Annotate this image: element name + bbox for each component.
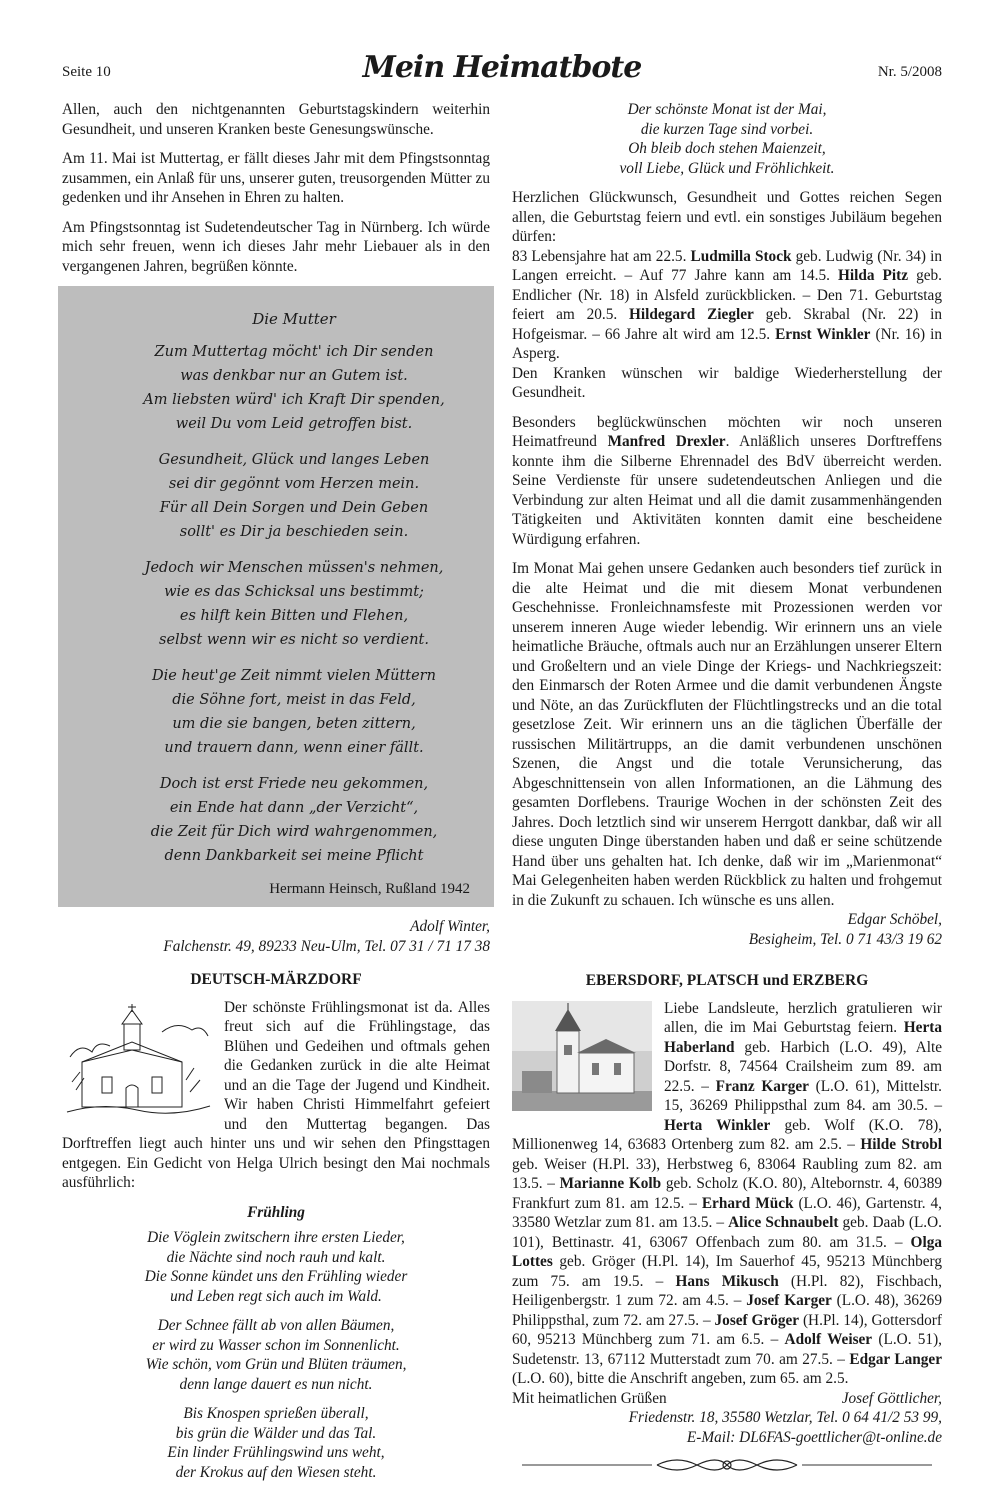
text: geb. Weiser (H.Pl. 33), Herbstweg 6, 83064 Raubling zum 82. am 13.5. – <box>512 1155 942 1192</box>
poem-line: Wie schön, vom Grün und Blüten träumen, <box>145 1356 407 1373</box>
paragraph: Allen, auch den nichtgenannten Geburtstagskindern weiterhin Gesundheit, und unseren Kranken beste Genesungswünsche. <box>62 101 490 138</box>
poem-line: die Söhne fort, meist in das Feld, <box>172 691 416 708</box>
poem-line: selbst wenn wir es nicht so verdient. <box>159 631 429 648</box>
paragraph: Im Monat Mai gehen unsere Gedanken auch besonders tief zurück in die alte Heimat und die mit diesem Monat verbundenen Geschehnisse. Fronleichnamsfeste mit Prozessionen werden vor unserem inneren Auge wieder lebendig. Wir erinnern uns an viele heimatliche Bräuche, oftmals auch nur an Erzählungen unserer Eltern und Großeltern und an viele Dinge der Kriegs- und Nachkriegszeit: den Einmarsch der Roten Armee und die damit verbundenen Ängste und Nöte, an das Zurückfluten der Flüchtlingstrecks und an die total gesetzlose Zeit. Wir erinnern uns an die täglichen Überfälle der russischen Militärtrupps, an die damit verbundenen unschönen Szenen, die Angst und die totale Verunsicherung, das Abgeschnittensein von allen Informationen, an die Lähmung des gesamten Dorflebens. Traurige Wochen in der schönsten Zeit des Jahres. Doch letztlich sind wir unserem Herrgott dankbar, daß wir all diese unguten Dinge überstanden haben und daß er seine schützende Hand über uns gehalten hat. Ich denke, daß wir im „Marienmonat“ Mai Gelegenheiten haben werden Rückblick zu halten und frohgemut in die Zukunft zu schauen. Ich wünsche es uns allen. <box>512 560 942 909</box>
verse-line: Der schönste Monat ist der Mai, <box>627 101 827 118</box>
signature-address: Falchenstr. 49, 89233 Neu-Ulm, Tel. 07 31 / 71 17 38 <box>163 937 490 955</box>
poem-line: Doch ist erst Friede neu gekommen, <box>159 775 429 792</box>
poem-line: um die sie bangen, beten zittern, <box>172 715 416 732</box>
text: (L.O. 48), 36269 Philippsthal, zum 72. am 27.5. – <box>512 1292 942 1329</box>
signature-name: Josef Göttlicher, <box>841 1389 942 1407</box>
signature-name: Adolf Winter, <box>410 918 490 935</box>
text: geb. Endlicher (Nr. 18) in Alsfeld zurückblicken. – Den 71. Geburtstag feiert am 20.5. <box>512 267 942 323</box>
text: (L.O. 46), Gartenstr. 4, 33580 Wetzlar zum 81. am 13.5. – <box>512 1194 943 1231</box>
person-name: Franz Karger <box>715 1077 809 1095</box>
text: (L.O. 60), bitte die Anschrift angeben, zum 65. am 2.5. <box>512 1370 849 1387</box>
text: (Nr. 16) in Asperg. <box>512 325 942 362</box>
poem-title: Die Mutter <box>252 310 336 328</box>
text: Liebe Landsleute, herzlich gratulieren wir allen, die im Mai Geburtstag feiern. <box>664 999 942 1036</box>
paragraph: Den Kranken wünschen wir baldige Wiederherstellung der Gesundheit. <box>512 364 942 401</box>
poem-stanza <box>118 772 470 868</box>
person-name: Adolf Weiser <box>784 1331 873 1348</box>
poem-line: denn Dankbarkeit sei meine Pflicht <box>164 847 424 864</box>
poem-line: weil Du vom Leid getroffen bist. <box>175 415 413 432</box>
poem-line: und Leben regt sich auch im Wald. <box>170 1287 382 1305</box>
poem-line: Für all Dein Sorgen und Dein Geben <box>159 499 429 516</box>
poem-box <box>58 286 494 907</box>
poem-stanza <box>118 448 470 544</box>
person-name: Manfred Drexler <box>607 433 726 450</box>
person-name: Hilda Pitz <box>837 267 909 284</box>
paragraph: Am Pfingstsonntag ist Sudetendeutscher Tag in Nürnberg. Ich würde mich sehr freuen, wenn ich dieses Jahr mehr Liebauer als in den vergangenen Jahren, begrüßen könnte. <box>62 218 490 275</box>
poem-line: bis grün die Wälder und das Tal. <box>175 1424 377 1442</box>
poem-line: wie es das Schicksal uns bestimmt; <box>164 583 424 600</box>
closing-text: Mit heimatlichen Grüßen <box>512 1389 667 1407</box>
poem-line: der Krokus auf den Wiesen steht. <box>175 1463 377 1481</box>
poem-stanza <box>62 1228 490 1306</box>
text: (H.Pl. 82), Fischbach, Heiligenbergstr. 1 zum 72. am 4.5. – <box>512 1272 942 1309</box>
verse-line: die kurzen Tage sind vorbei. <box>640 120 814 138</box>
section-title: DEUTSCH-MÄRZDORF <box>190 971 362 988</box>
text: (H.Pl. 14), Gottersdorf 60, 95213 Münchberg zum 71. am 6.5. – <box>512 1311 942 1348</box>
left-column <box>62 100 490 1492</box>
text: geb. Daab (L.O. 101), Bettinastr. 41, 63067 Offenbach zum 80. am 31.5. – <box>512 1214 942 1251</box>
poem-title: Frühling <box>247 1203 305 1221</box>
signature-address: Besigheim, Tel. 0 71 43/3 19 62 <box>748 930 942 948</box>
text: . Anläßlich unseres Dorftreffens konnte ihm die Silberne Ehrennadel des BdV überreicht werden. Seine Verdienste für unsere sudetendeutschen Anliegen und die Verbindung zur alten Heimat und all die damit zusammenhängenden Tätigkeiten und Aktivitäten konnten damit eine bescheidene Würdigung erfahren. <box>512 433 942 548</box>
page-number: Seite 10 <box>62 64 111 80</box>
text: 83 Lebensjahre hat am 22.5. <box>512 247 691 265</box>
chapel-drawing <box>62 1002 212 1128</box>
person-name: Herta Haberland <box>664 1019 942 1056</box>
closing-row <box>512 1389 942 1409</box>
person-name: Ludmilla Stock <box>690 247 792 265</box>
ornament-divider <box>512 1453 942 1483</box>
poem-line: sollt' es Dir ja beschieden sein. <box>179 523 409 540</box>
person-name: Alice Schnaubelt <box>728 1214 839 1231</box>
poem-line: die Nächte sind noch rauh und kalt. <box>166 1248 386 1266</box>
text: Besonders beglückwünschen möchten wir noch unseren Heimatfreund <box>512 413 942 450</box>
poem-line: Die Sonne kündet uns den Frühling wieder <box>144 1268 408 1285</box>
church-photo <box>512 1001 652 1117</box>
signature-email: E-Mail: DL6FAS-goettlicher@t-online.de <box>686 1428 942 1446</box>
poem-line: sei dir gegönnt vom Herzen mein. <box>168 475 420 492</box>
poem-stanza <box>118 556 470 652</box>
paragraph <box>512 413 942 550</box>
poem-stanza <box>118 664 470 760</box>
paragraph: Der schönste Frühlingsmonat ist da. Alles freut sich auf die Frühlingstage, das Blühen und Gedeihen und oftmals gehen die Gedanken zurück in die alte Heimat und an die Tage der Jugend und Kindheit. Wir haben Christi Himmelfahrt gefeiert und den Muttertag begangen. Das Dorftreffen liegt auch hinter uns und wir sehen den Pfingsttagen entgegen. Ein Gedicht von Helga Ulrich besingt den Mai nochmals ausführlich: <box>62 998 490 1191</box>
poem-line: Jedoch wir Menschen müssen's nehmen, <box>144 559 444 576</box>
signature-address: Friedenstr. 18, 35580 Wetzlar, Tel. 0 64 41/2 53 99, <box>628 1409 942 1426</box>
text: geb. Ludwig (Nr. 34) in Langen erreicht. – Auf 77 Jahre kann am 14.5. <box>512 247 943 284</box>
person-name: Marianne Kolb <box>559 1175 662 1192</box>
poem-line: Die Vöglein zwitschern ihre ersten Lieder, <box>147 1229 405 1246</box>
person-name: Herta Winkler <box>664 1116 771 1134</box>
verse-line: voll Liebe, Glück und Fröhlichkeit. <box>619 159 835 177</box>
poem-line: Am liebsten würd' ich Kraft Dir spenden, <box>143 391 445 408</box>
person-name: Erhard Mück <box>701 1194 794 1212</box>
text: (L.O. 51), Sudetenstr. 13, 67112 Mutterstadt zum 70. am 27.5. – <box>512 1331 943 1368</box>
person-name: Hans Mikusch <box>675 1272 779 1290</box>
poem-line: Der Schnee fällt ab von allen Bäumen, <box>157 1317 395 1334</box>
masthead-title: Mein Heimatbote <box>362 50 642 85</box>
paragraph: Herzlichen Glückwunsch, Gesundheit und Gottes reichen Segen allen, die Geburtstag feiern und evtl. ein sonstiges Jubiläum begehen dürfen: <box>512 189 942 245</box>
person-name: Ernst Winkler <box>775 325 871 343</box>
poem-line: Ein linder Frühlingswind uns weht, <box>167 1444 385 1461</box>
poem-line: Die heut'ge Zeit nimmt vielen Müttern <box>152 667 436 684</box>
poem-author: Hermann Heinsch, Rußland 1942 <box>269 880 470 897</box>
poem-line: Zum Muttertag möcht' ich Dir senden <box>154 343 434 360</box>
text: geb. Wolf (K.O. 78), Millionenweg 14, 63683 Ortenberg zum 82. am 2.5. – <box>512 1116 943 1153</box>
poem-line: Gesundheit, Glück und langes Leben <box>158 451 430 468</box>
person-name: Olga Lottes <box>512 1233 942 1270</box>
poem-stanza <box>62 1404 490 1482</box>
poem-line: die Zeit für Dich wird wahrgenommen, <box>150 823 438 840</box>
text: geb. Skrabal (Nr. 22) in Hofgeismar. – 66 Jahre alt wird am 12.5. <box>512 306 942 343</box>
poem-line: Bis Knospen sprießen überall, <box>183 1405 369 1422</box>
page-header <box>62 50 942 86</box>
person-name: Josef Karger <box>746 1292 832 1309</box>
paragraph: Am 11. Mai ist Muttertag, er fällt dieses Jahr mit dem Pfingstsonntag zusammen, ein Anlaß für uns, unserer guten, treusorgenden Mütter zu gedenken und ihr Ansehen in Ehren zu halten. <box>62 150 490 206</box>
signature-name: Edgar Schöbel, <box>847 911 942 928</box>
issue-number: Nr. 5/2008 <box>877 64 942 80</box>
poem-line: es hilft kein Bitten und Flehen, <box>179 607 409 624</box>
verse-line: Oh bleib doch stehen Maienzeit, <box>628 140 826 157</box>
poem-line: was denkbar nur an Gutem ist. <box>180 367 408 384</box>
person-name: Hildegard Ziegler <box>628 306 754 323</box>
verse <box>512 100 942 178</box>
person-name: Josef Gröger <box>714 1311 800 1329</box>
poem-line: ein Ende hat dann „der Verzicht“, <box>169 799 419 816</box>
poem-line: denn lange dauert es nun nicht. <box>179 1375 373 1393</box>
right-column <box>512 100 942 1483</box>
poem-line: und trauern dann, wenn einer fällt. <box>164 739 424 756</box>
poem-stanza <box>118 340 470 436</box>
text: geb. Harbich (L.O. 49), Alte Dorfstr. 8, 74564 Crailsheim zum 89. am 22.5. – <box>664 1038 942 1095</box>
person-name: Hilde Strobl <box>860 1136 943 1153</box>
poem-stanza <box>62 1316 490 1394</box>
text: geb. Scholz (K.O. 80), Altebornstr. 4, 60389 Frankfurt zum 81. am 12.5. – <box>512 1175 942 1212</box>
text: geb. Gröger (H.Pl. 14), Im Sauerhof 45, 95213 Münchberg zum 75. am 19.5. – <box>512 1253 942 1290</box>
section-title: EBERSDORF, PLATSCH und ERZBERG <box>585 972 869 989</box>
text: (L.O. 61), Mittelstr. 15, 36269 Philippsthal zum 84. am 30.5. – <box>664 1077 942 1114</box>
person-name: Edgar Langer <box>849 1350 942 1368</box>
poem-line: er wird zu Wasser schon im Sonnenlicht. <box>152 1336 400 1354</box>
birthday-paragraph <box>512 247 942 364</box>
